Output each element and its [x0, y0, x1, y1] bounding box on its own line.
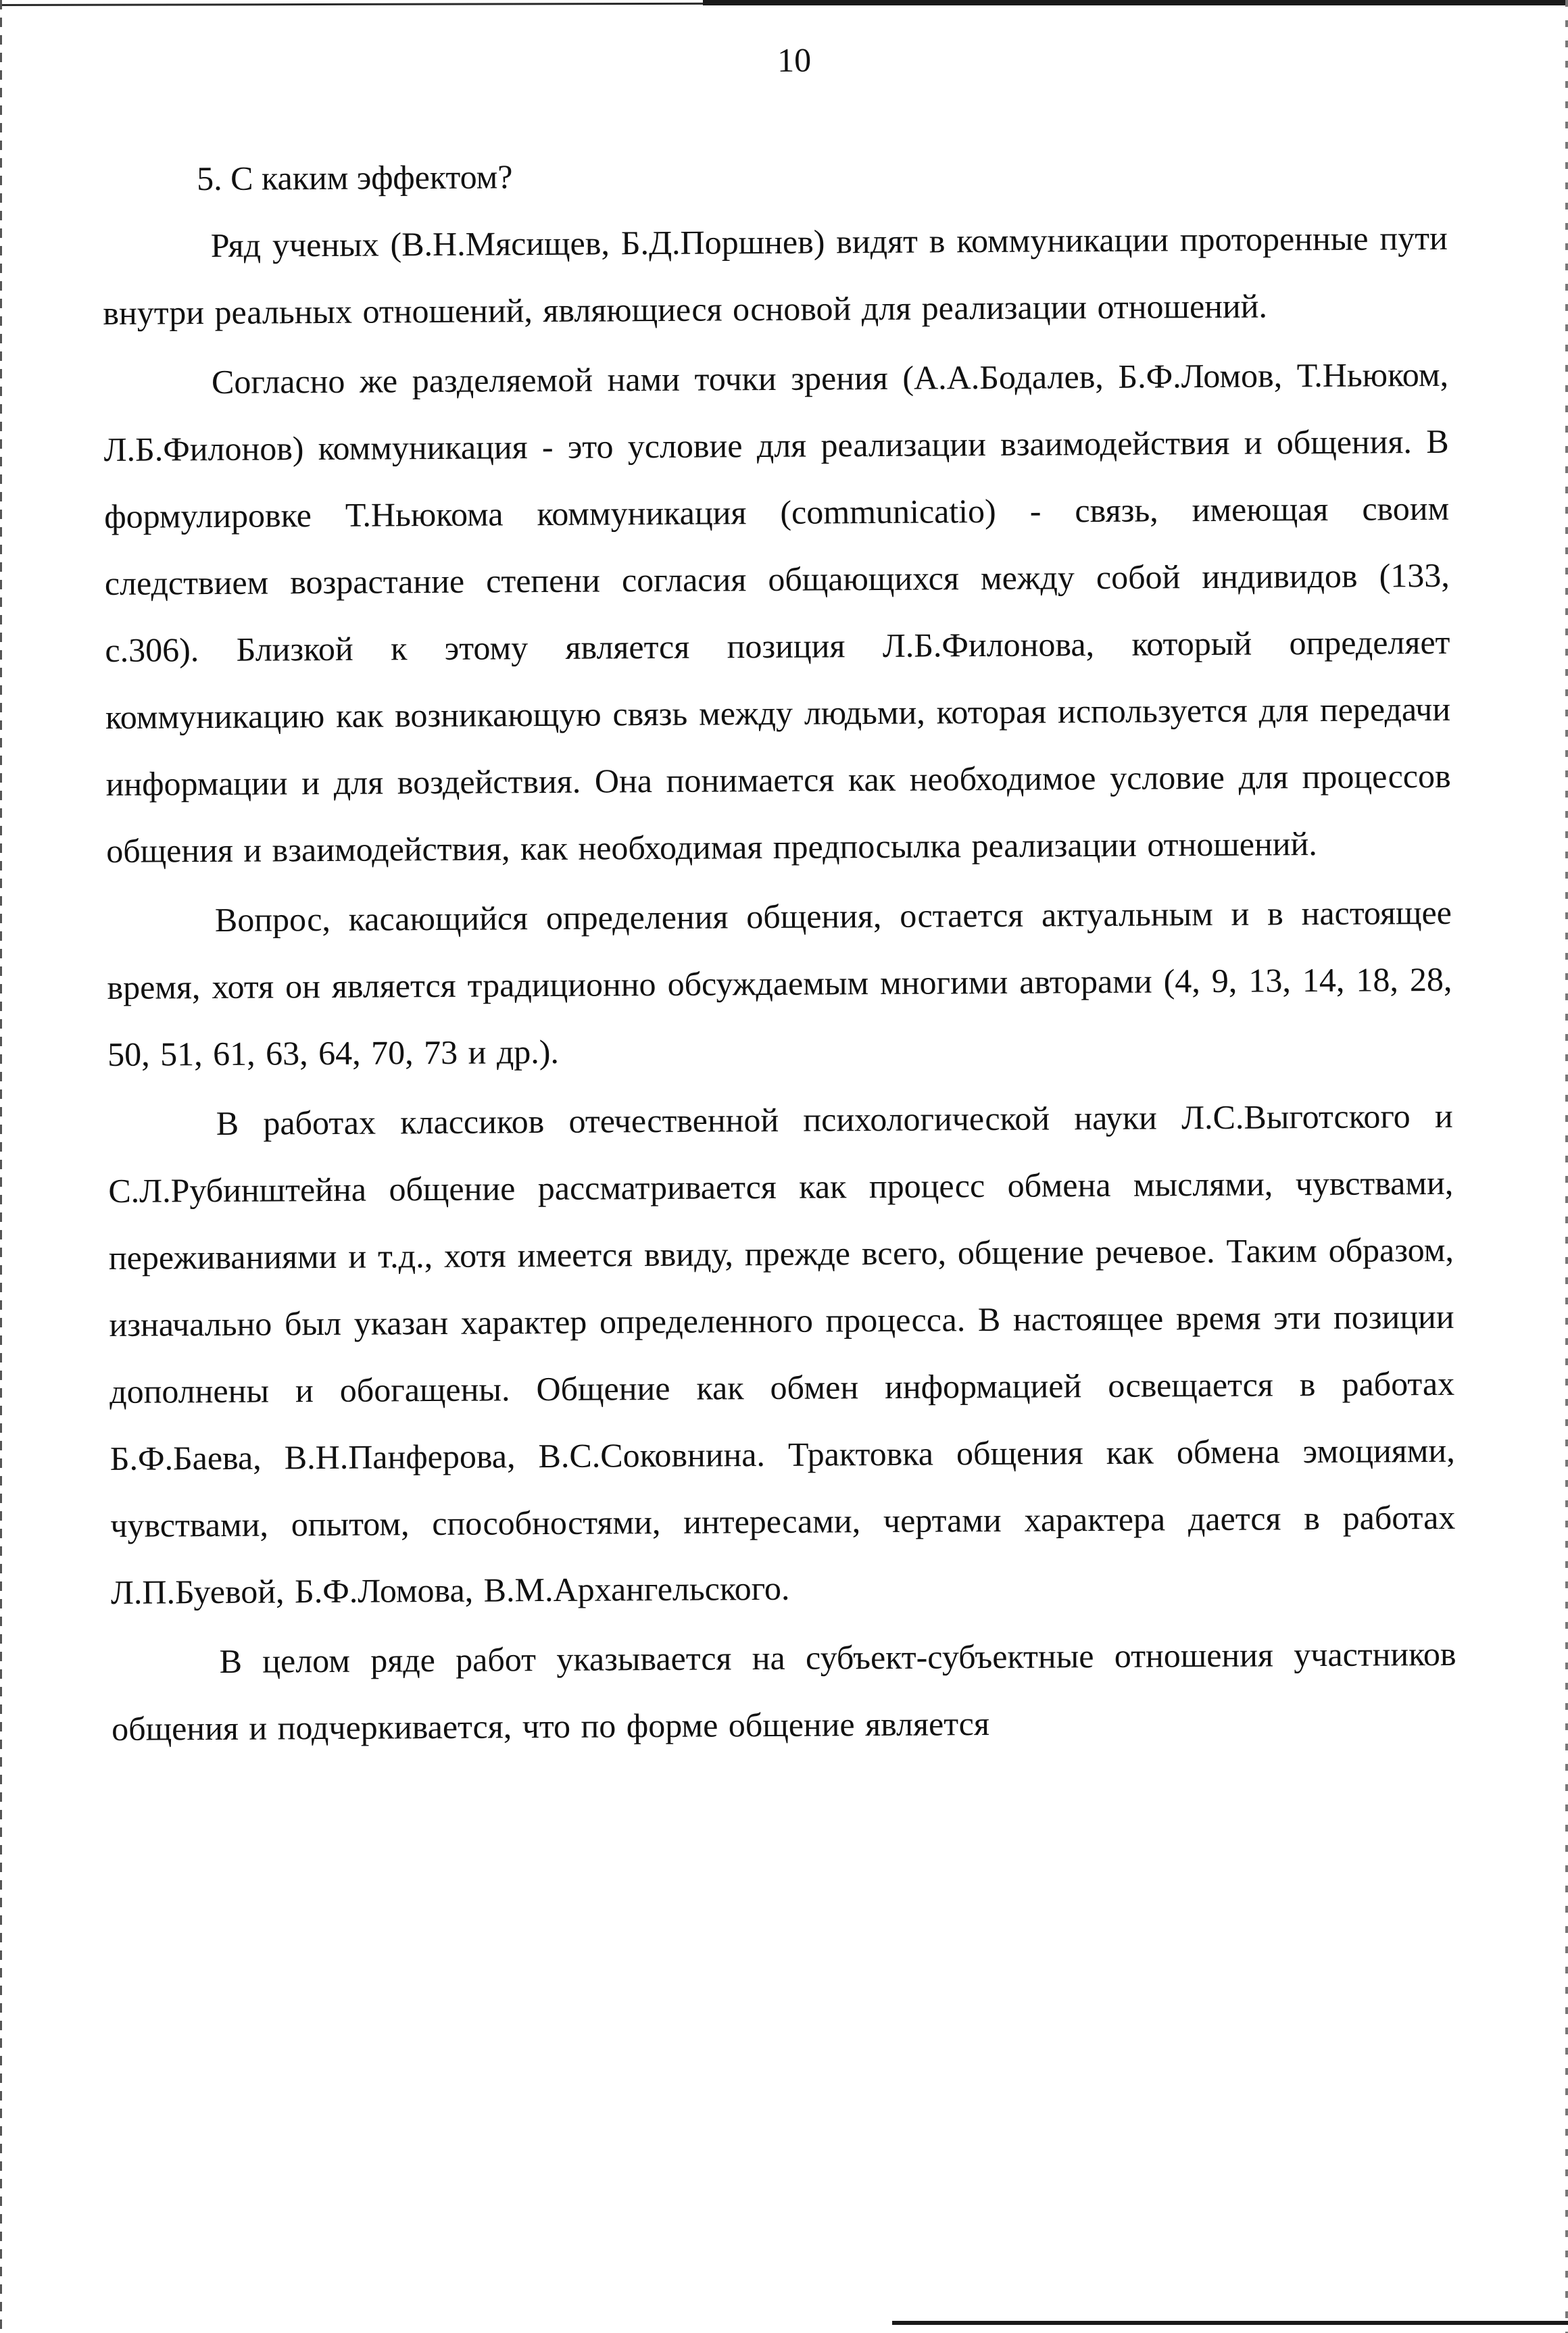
- section-heading: 5. С каким эффектом?: [197, 157, 513, 198]
- scan-border-top-thick: [703, 0, 1568, 5]
- paragraph-3: Вопрос, касающийся определения общения, остается актуальным и в настоящее время, хотя он является традиционно обсуждаемым многими авторами (4, 9, 13, 14, 18, 28, 50, 51, 61, 63, 64, 70, 73 и др.).: [107, 893, 1452, 1073]
- scan-border-left: [0, 0, 2, 2333]
- document-page: [101, 39, 1456, 1763]
- page-number: 10: [777, 41, 812, 79]
- paragraph-5: В целом ряде работ указывается на субъект-субъектные отношения участников общения и подчеркивается, что по форме общение является: [112, 1634, 1456, 1748]
- scan-border-bottom: [892, 2321, 1568, 2325]
- paragraph-2: Согласно же разделяемой нами точки зрения (А.А.Бодалев, Б.Ф.Ломов, Т.Ньюком, Л.Б.Филонов) коммуникация - это условие для реализации взаимодействия и общения. В формулировке Т.Ньюкома коммуникация (communicatio) - связь, имеющая своим следствием возрастание степени согласия общающихся между собой индивидов (133, с.306). Близкой к этому является позиция Л.Б.Филонова, который определяет коммуникацию как возникающую связь между людьми, которая используется для передачи информации и для воздействия. Она понимается как необходимое условие для процессов общения и взаимодействия, как необходимая предпосылка реализации отношений.: [103, 355, 1451, 870]
- scan-border-right: [1565, 0, 1568, 2333]
- paragraph-4: В работах классиков отечественной психологической науки Л.С.Выготского и С.Л.Рубинштейна общение рассматривается как процесс обмена мыслями, чувствами, переживаниями и т.д., хотя имеется ввиду, прежде всего, общение речевое. Таким образом, изначально был указан характер определенного процесса. В настоящее время эти позиции дополнены и обогащены. Общение как обмен информацией освещается в работах Б.Ф.Баева, В.Н.Панферова, В.С.Соковнина. Трактовка общения как обмена эмоциями, чувствами, опытом, способностями, интересами, чертами характера дается в работах Л.П.Буевой, Б.Ф.Ломова, В.М.Архангельского.: [108, 1096, 1456, 1611]
- paragraph-1: Ряд ученых (В.Н.Мясищев, Б.Д.Поршнев) видят в коммуникации проторенные пути внутри реальных отношений, являющиеся основой для реализации отношений.: [103, 218, 1448, 332]
